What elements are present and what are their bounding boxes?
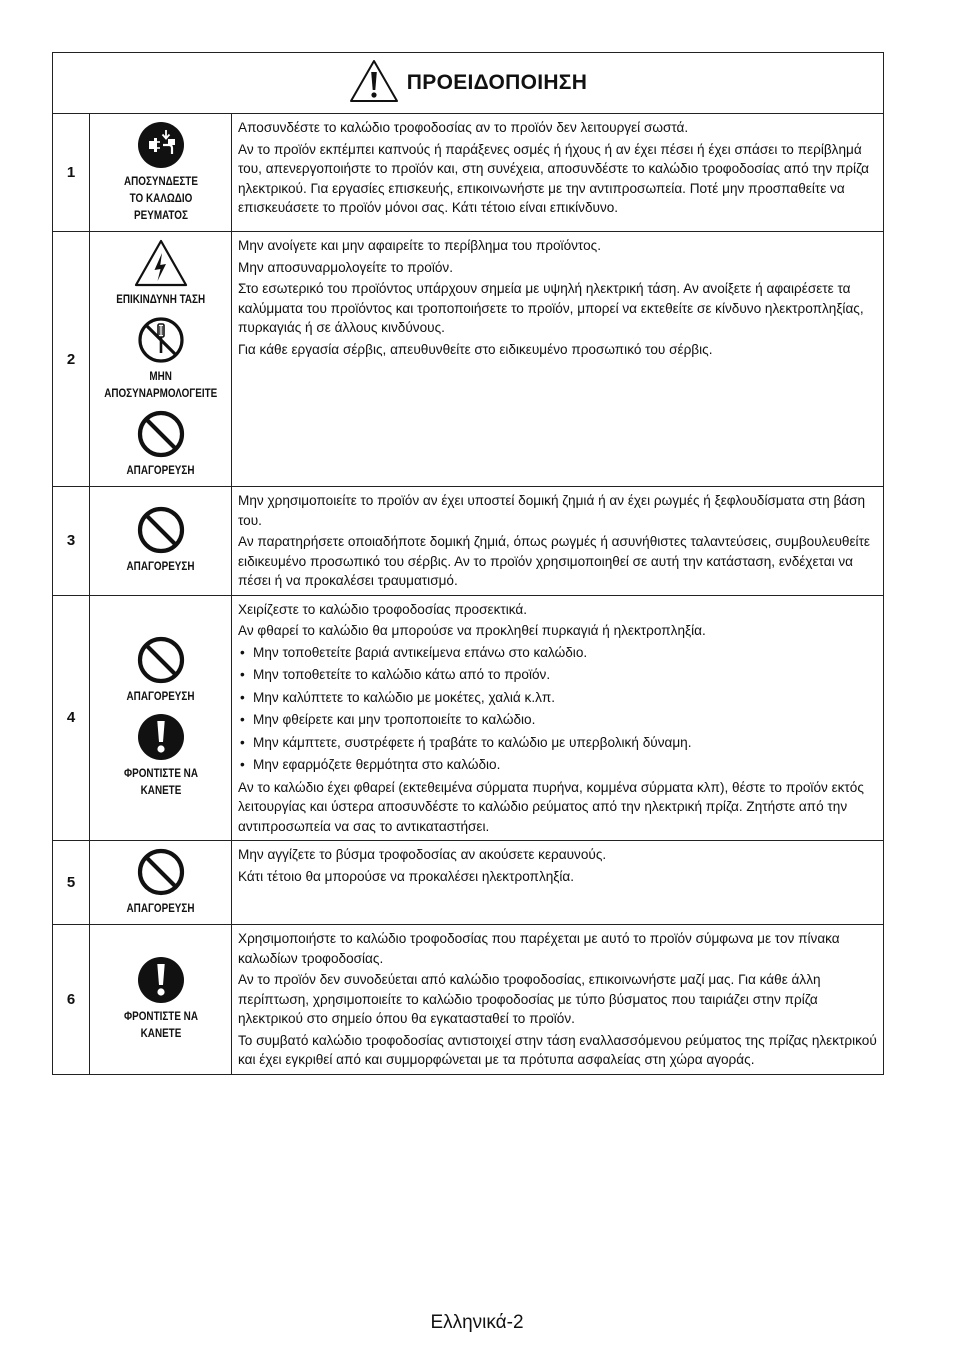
- symbol-label: ΦΡΟΝΤΙΣΤΕ ΝΑ ΚΑΝΕΤΕ: [123, 1011, 198, 1041]
- warning-row: [53, 232, 884, 487]
- warning-bullet: • Μην καλύπτετε το καλώδιο με μοκέτες, χαλιά κ.λπ.: [238, 688, 878, 708]
- warning-row: [53, 925, 884, 1075]
- warning-bullet: • Μην τοποθετείτε το καλώδιο κάτω από το προϊόν.: [238, 665, 878, 685]
- warning-header: [53, 53, 884, 114]
- symbol-label: ΜΗΝ ΑΠΟΣΥΝΑΡΜΟΛΟΓΕΙΤΕ: [103, 371, 218, 400]
- warning-paragraph: Χειρίζεστε το καλώδιο τροφοδοσίας προσεκτικά.: [238, 601, 528, 617]
- do-not-disassemble-icon: [136, 315, 186, 365]
- warning-bullet: • Μην εφαρμόζετε θερμότητα στο καλώδιο.: [238, 755, 878, 775]
- warning-text-cell: [232, 925, 884, 1075]
- symbol-label: ΦΡΟΝΤΙΣΤΕ ΝΑ ΚΑΝΕΤΕ: [123, 768, 198, 798]
- warning-bullet-list: [238, 643, 878, 775]
- safety-symbol: [90, 505, 231, 576]
- warning-paragraph: Χρησιμοποιήστε το καλώδιο τροφοδοσίας που παρέχεται με αυτό το προϊόν σύμφωνα με τον πίνακα καλωδίων τροφοδοσίας.: [238, 931, 840, 966]
- row-number: 3: [53, 487, 90, 596]
- warning-paragraph: Στο εσωτερικό του προϊόντος υπάρχουν σημεία με υψηλή ηλεκτρική τάση. Αν ανοίξετε ή αφαιρέσετε τα καλύμματα του προϊόντος και τροποποιήσετε το προϊόν, μπορεί να εκτεθείτε σε κίνδυνο ηλεκτροπληξίας, πυρκαγιάς ή σε άλλους κινδύνους.: [238, 281, 864, 335]
- symbol-cell: [90, 841, 232, 925]
- page-footer-label: Ελληνικά-2: [430, 1312, 524, 1333]
- row-number: 5: [53, 841, 90, 925]
- symbol-cell: [90, 925, 232, 1075]
- symbol-cell: [90, 487, 232, 596]
- symbol-cell: [90, 114, 232, 232]
- safety-symbol: [90, 635, 231, 706]
- symbol-label: ΕΠΙΚΙΝΔΥΝΗ ΤΑΣΗ: [116, 294, 205, 306]
- warning-row: [53, 595, 884, 841]
- warning-paragraph: Αν το προϊόν εκπέμπει καπνούς ή παράξενες οσμές ή ήχους ή αν έχει πέσει ή έχει σπάσει το περίβλημά του, απενεργοποιήστε το προϊόν και, στη συνέχεια, αποσυνδέστε το καλώδιο τροφοδοσίας από την πρίζα ηλεκτρικού. Για εργασίες επισκευής, επικοινωνήστε με την αντιπροσωπεία. Ποτέ μην προσπαθείτε να επισκευάσετε το προϊόν μόνοι σας. Κάτι τέτοιο είναι επικίνδυνο.: [238, 141, 870, 215]
- symbol-cell: [90, 595, 232, 841]
- warning-paragraph: Αν το καλώδιο έχει φθαρεί (εκτεθειμένα σύρματα πυρήνα, κομμένα σύρματα κλπ), θέστε το προϊόν εκτός λειτουργίας και ύστερα αποσυνδέστε το καλώδιο ρεύματος από την ηλεκτρική πρίζα. Ζητήστε από την αντιπροσωπεία να σας το αντικαταστήσει.: [238, 779, 864, 834]
- warning-row: [53, 487, 884, 596]
- warning-paragraph: Αν φθαρεί το καλώδιο θα μπορούσε να προκληθεί πυρκαγιά ή ηλεκτροπληξία.: [238, 623, 706, 638]
- warning-paragraph: Αν το προϊόν δεν συνοδεύεται από καλώδιο τροφοδοσίας, επικοινωνήστε μαζί μας. Για κάθε άλλη περίπτωση, χρησιμοποιείτε το καλώδιο τροφοδοσίας με τύπο βύσματος που ταιριάζει στην πρίζα ηλεκτρικού στο σημείο όπου θα εγκατασταθεί το προϊόν.: [238, 972, 821, 1026]
- warning-text-cell: [232, 232, 884, 487]
- safety-symbol: [90, 315, 231, 403]
- symbol-label: ΑΠΑΓΟΡΕΥΣΗ: [126, 465, 195, 477]
- warning-text-cell: [232, 114, 884, 232]
- safety-symbol: [90, 120, 231, 225]
- safety-symbol: [90, 955, 231, 1043]
- warning-bullet: • Μην τοποθετείτε βαριά αντικείμενα επάνω στο καλώδιο.: [238, 643, 878, 663]
- safety-symbol: [90, 238, 231, 309]
- warning-row: [53, 114, 884, 232]
- warning-row: [53, 841, 884, 925]
- symbol-label: ΑΠΑΓΟΡΕΥΣΗ: [126, 561, 195, 574]
- warning-text-cell: [232, 841, 884, 925]
- safety-symbol: [90, 409, 231, 480]
- mandatory-action-icon: [136, 712, 186, 762]
- high-voltage-icon: [133, 238, 189, 288]
- symbol-label: ΑΠΑΓΟΡΕΥΣΗ: [126, 691, 195, 704]
- warning-table: [52, 52, 884, 1075]
- unplug-icon: [136, 120, 186, 170]
- mandatory-action-icon: [136, 955, 186, 1005]
- warning-triangle-icon: [349, 59, 399, 108]
- warning-paragraph: Μην αγγίζετε το βύσμα τροφοδοσίας αν ακούσετε κεραυνούς.: [238, 847, 607, 862]
- prohibition-icon: [136, 409, 186, 459]
- row-number: 4: [53, 595, 90, 841]
- warning-paragraph: Μην ανοίγετε και μην αφαιρείτε το περίβλημα του προϊόντος.: [238, 238, 601, 253]
- warning-paragraph: Μην χρησιμοποιείτε το προϊόν αν έχει υποστεί δομική ζημιά ή αν έχει ρωγμές ή ξεφλουδίσματα στη βάση του.: [238, 493, 866, 528]
- row-number: 2: [53, 232, 90, 487]
- warning-title: ΠΡΟΕΙΔΟΠΟΙΗΣΗ: [406, 71, 588, 94]
- warning-bullet: • Μην φθείρετε και μην τροποποιείτε το καλώδιο.: [238, 710, 878, 730]
- warning-header-row: [53, 53, 884, 114]
- row-number: 1: [53, 114, 90, 232]
- warning-sheet: [52, 52, 884, 1075]
- warning-bullet: • Μην κάμπτετε, συστρέφετε ή τραβάτε το καλώδιο με υπερβολική δύναμη.: [238, 733, 878, 753]
- symbol-cell: [90, 232, 232, 487]
- warning-paragraph: Αν παρατηρήσετε οποιαδήποτε δομική ζημιά, όπως ρωγμές ή ασυνήθιστες ταλαντεύσεις, συμβουλευθείτε ειδικευμένο προσωπικό του σέρβις. Αν το προϊόν χρησιμοποιηθεί σε αυτή την κατάσταση, ενδέχεται να πέσει ή να προκαλέσει τραυματισμό.: [238, 534, 870, 588]
- warning-paragraph: Κάτι τέτοιο θα μπορούσε να προκαλέσει ηλεκτροπληξία.: [238, 868, 575, 884]
- safety-symbol: [90, 847, 231, 918]
- warning-paragraph: Για κάθε εργασία σέρβις, απευθυνθείτε στο ειδικευμένο προσωπικό του σέρβις.: [238, 341, 713, 357]
- warning-paragraph: Μην αποσυναρμολογείτε το προϊόν.: [238, 259, 453, 275]
- warning-text-cell: [232, 487, 884, 596]
- prohibition-icon: [136, 635, 186, 685]
- prohibition-icon: [136, 505, 186, 555]
- symbol-label: ΑΠΟΣΥΝΔΕΣΤΕ ΤΟ ΚΑΛΩΔΙΟ ΡΕΥΜΑΤΟΣ: [123, 176, 198, 222]
- warning-paragraph: Το συμβατό καλώδιο τροφοδοσίας αντιστοιχεί στην τάση εναλλασσόμενου ρεύματος της πρίζας ηλεκτρικού και έχει εγκριθεί από και συμμορφώνεται με τα πρότυπα ασφαλείας στη χώρα αγοράς.: [238, 1032, 877, 1067]
- safety-symbol: [90, 712, 231, 800]
- prohibition-icon: [136, 847, 186, 897]
- row-number: 6: [53, 925, 90, 1075]
- warning-text-cell: [232, 595, 884, 841]
- warning-paragraph: Αποσυνδέστε το καλώδιο τροφοδοσίας αν το προϊόν δεν λειτουργεί σωστά.: [238, 120, 689, 135]
- symbol-label: ΑΠΑΓΟΡΕΥΣΗ: [126, 903, 195, 915]
